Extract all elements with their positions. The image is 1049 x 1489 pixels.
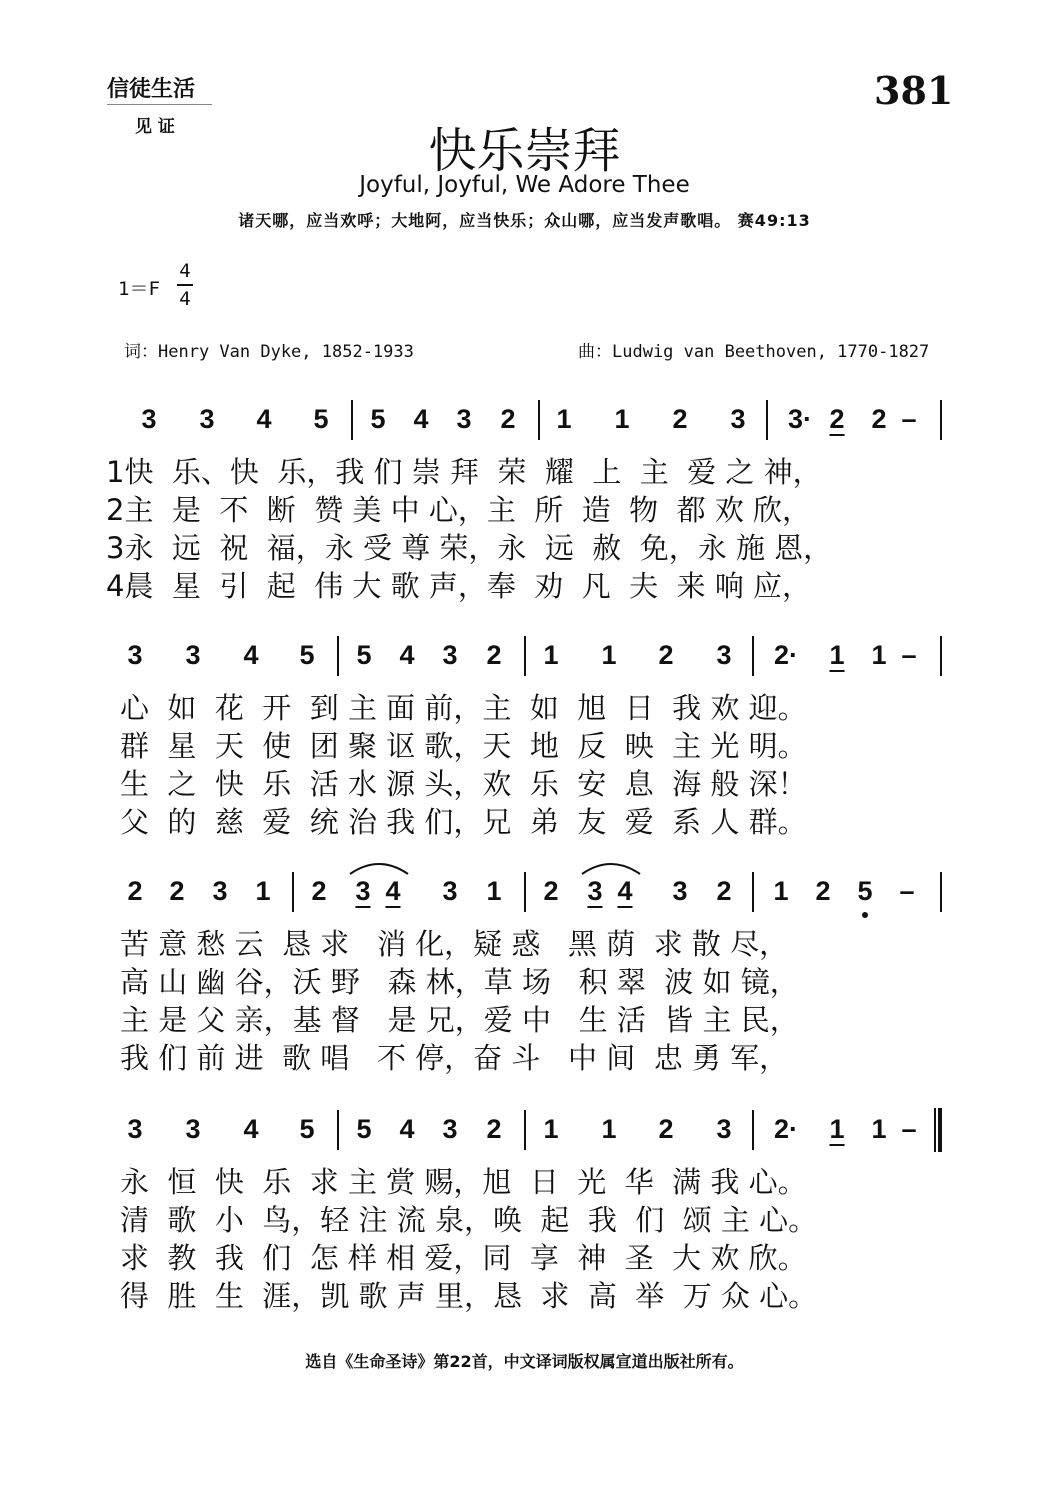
note: 3 bbox=[716, 640, 732, 670]
bar-line bbox=[337, 1110, 339, 1150]
bar-line bbox=[766, 400, 768, 440]
note: 4 bbox=[399, 640, 415, 670]
note: 1 bbox=[871, 1114, 887, 1144]
note: 3 bbox=[442, 1114, 458, 1144]
note: 3 bbox=[716, 1114, 732, 1144]
note: 3 bbox=[141, 404, 157, 434]
bar-line bbox=[940, 400, 942, 440]
note-eighth: 1 bbox=[829, 640, 845, 670]
lyric-line: 得 胜 生 涯，凯 歌 声 里，恳 求 高 举 万 众 心。 bbox=[120, 1279, 818, 1313]
note: 2 bbox=[311, 876, 327, 906]
key-signature: 1＝F bbox=[118, 278, 160, 300]
system-3 bbox=[0, 872, 1049, 1075]
note: 3 bbox=[672, 876, 688, 906]
system-1 bbox=[0, 400, 1049, 603]
composer-credit: 曲：Ludwig van Beethoven, 1770-1827 bbox=[578, 342, 930, 362]
note: 3 bbox=[199, 404, 215, 434]
note: 1 bbox=[614, 404, 630, 434]
note: 2 bbox=[658, 640, 674, 670]
note: 3 bbox=[127, 1114, 143, 1144]
hymn-number: 381 bbox=[874, 68, 954, 113]
note: 2 bbox=[658, 1114, 674, 1144]
note-dotted: 2· bbox=[773, 1114, 798, 1144]
note: 2 bbox=[169, 876, 185, 906]
bar-line bbox=[538, 400, 540, 440]
bar-line bbox=[351, 400, 353, 440]
final-barline bbox=[934, 1108, 942, 1152]
bar-line bbox=[940, 636, 942, 676]
note: 3 bbox=[127, 640, 143, 670]
bar-line bbox=[524, 636, 526, 676]
note-eighth: 2 bbox=[829, 404, 845, 434]
note: 2 bbox=[543, 876, 559, 906]
note-hold: – bbox=[901, 1114, 917, 1144]
note: 2 bbox=[716, 876, 732, 906]
note: 5 bbox=[299, 1114, 315, 1144]
note: 3 bbox=[442, 640, 458, 670]
note-hold: – bbox=[901, 404, 917, 434]
lyric-line: 高 山 幽 谷，沃 野 森 林，草 场 积 翠 波 如 镜， bbox=[120, 965, 799, 999]
note: 3 bbox=[456, 404, 472, 434]
note: 4 bbox=[243, 1114, 259, 1144]
system-4 bbox=[0, 1110, 1049, 1313]
note: 1 bbox=[601, 640, 617, 670]
note: 2 bbox=[500, 404, 516, 434]
note: 2 bbox=[672, 404, 688, 434]
note-eighth: 3 bbox=[587, 876, 603, 906]
lyric-line: 永 恒 快 乐 求 主 赏 赐，旭 日 光 华 满 我 心。 bbox=[120, 1165, 807, 1199]
lyric-line: 3永 远 祝 福，永 受 尊 荣，永 远 赦 免，永 施 恩， bbox=[106, 531, 833, 565]
note: 3 bbox=[730, 404, 746, 434]
note: 1 bbox=[556, 404, 572, 434]
slur bbox=[578, 858, 644, 876]
note: 1 bbox=[486, 876, 502, 906]
note: 1 bbox=[543, 640, 559, 670]
note: 5 bbox=[313, 404, 329, 434]
bar-line bbox=[752, 636, 754, 676]
note: 1 bbox=[255, 876, 271, 906]
note: 1 bbox=[601, 1114, 617, 1144]
note-hold: – bbox=[899, 876, 915, 906]
note: 1 bbox=[543, 1114, 559, 1144]
bar-line bbox=[292, 872, 294, 912]
note: 4 bbox=[243, 640, 259, 670]
note-hold: – bbox=[901, 640, 917, 670]
note: 4 bbox=[413, 404, 429, 434]
note: 5 bbox=[370, 404, 386, 434]
note: 2 bbox=[486, 640, 502, 670]
bar-line bbox=[752, 1110, 754, 1150]
note: 2 bbox=[871, 404, 887, 434]
note: 3 bbox=[185, 1114, 201, 1144]
bar-line bbox=[524, 872, 526, 912]
note: 2 bbox=[127, 876, 143, 906]
note: 3 bbox=[212, 876, 228, 906]
lyric-line: 父 的 慈 爱 统 治 我 们，兄 弟 友 爱 系 人 群。 bbox=[120, 805, 807, 839]
category-label: 信徒生活 bbox=[107, 76, 196, 102]
note: 4 bbox=[256, 404, 272, 434]
note: 2 bbox=[815, 876, 831, 906]
note: 3 bbox=[185, 640, 201, 670]
note-eighth: 4 bbox=[617, 876, 633, 906]
system-2 bbox=[0, 636, 1049, 839]
english-title: Joyful, Joyful, We Adore Thee bbox=[359, 172, 690, 198]
subcategory-label: 见 证 bbox=[135, 117, 175, 137]
note: 3 bbox=[442, 876, 458, 906]
bar-line bbox=[524, 1110, 526, 1150]
slur bbox=[346, 858, 412, 876]
note: 5 bbox=[356, 640, 372, 670]
note: 5 bbox=[356, 1114, 372, 1144]
lyric-line: 群 星 天 使 团 聚 讴 歌，天 地 反 映 主 光 明。 bbox=[120, 729, 807, 763]
note-dotted: 2· bbox=[773, 640, 798, 670]
time-signature-bottom: 4 bbox=[179, 288, 191, 310]
copyright-footer: 选自《生命圣诗》第22首，中文译词版权属宣道出版社所有。 bbox=[305, 1352, 744, 1371]
lyric-line: 4晨 星 引 起 伟 大 歌 声，奉 劝 凡 夫 来 响 应， bbox=[106, 569, 812, 603]
note-low: 5 bbox=[857, 876, 873, 906]
note: 1 bbox=[871, 640, 887, 670]
lyric-line: 2主 是 不 断 赞 美 中 心，主 所 造 物 都 欢 欣， bbox=[106, 493, 812, 527]
note-dotted: 3· bbox=[787, 404, 812, 434]
note: 5 bbox=[299, 640, 315, 670]
bar-line bbox=[337, 636, 339, 676]
scripture-verse: 诸天哪，应当欢呼；大地阿，应当快乐；众山哪，应当发声歌唱。 赛49:13 bbox=[238, 211, 811, 230]
lyric-line: 清 歌 小 鸟，轻 注 流 泉，唤 起 我 们 颂 主 心。 bbox=[120, 1203, 818, 1237]
bar-line bbox=[940, 872, 942, 912]
lyric-line: 苦 意 愁 云 恳 求 消 化，疑 惑 黑 荫 求 散 尽， bbox=[120, 927, 789, 961]
lyric-line: 生 之 快 乐 活 水 源 头，欢 乐 安 息 海 般 深！ bbox=[120, 767, 807, 801]
lyric-line: 主 是 父 亲，基 督 是 兄，爱 中 生 活 皆 主 民， bbox=[120, 1003, 799, 1037]
lyric-line: 求 教 我 们 怎 样 相 爱，同 享 神 圣 大 欢 欣。 bbox=[120, 1241, 807, 1275]
time-signature-top: 4 bbox=[179, 260, 191, 282]
hymn-title: 快乐崇拜 bbox=[428, 123, 621, 179]
lyricist-credit: 词：Henry Van Dyke, 1852-1933 bbox=[124, 342, 414, 362]
note-eighth: 1 bbox=[829, 1114, 845, 1144]
note: 4 bbox=[399, 1114, 415, 1144]
note-eighth: 3 bbox=[355, 876, 371, 906]
lyric-line: 心 如 花 开 到 主 面 前，主 如 旭 日 我 欢 迎。 bbox=[120, 691, 807, 725]
note-eighth: 4 bbox=[385, 876, 401, 906]
lyric-line: 1快 乐、快 乐，我 们 崇 拜 荣 耀 上 主 爱 之 神， bbox=[106, 455, 822, 489]
note: 2 bbox=[486, 1114, 502, 1144]
lyric-line: 我 们 前 进 歌 唱 不 停，奋 斗 中 间 忠 勇 军， bbox=[120, 1041, 789, 1075]
time-signature bbox=[176, 258, 194, 312]
category-divider bbox=[107, 104, 212, 105]
bar-line bbox=[752, 872, 754, 912]
note: 1 bbox=[773, 876, 789, 906]
low-octave-dot bbox=[862, 912, 868, 918]
